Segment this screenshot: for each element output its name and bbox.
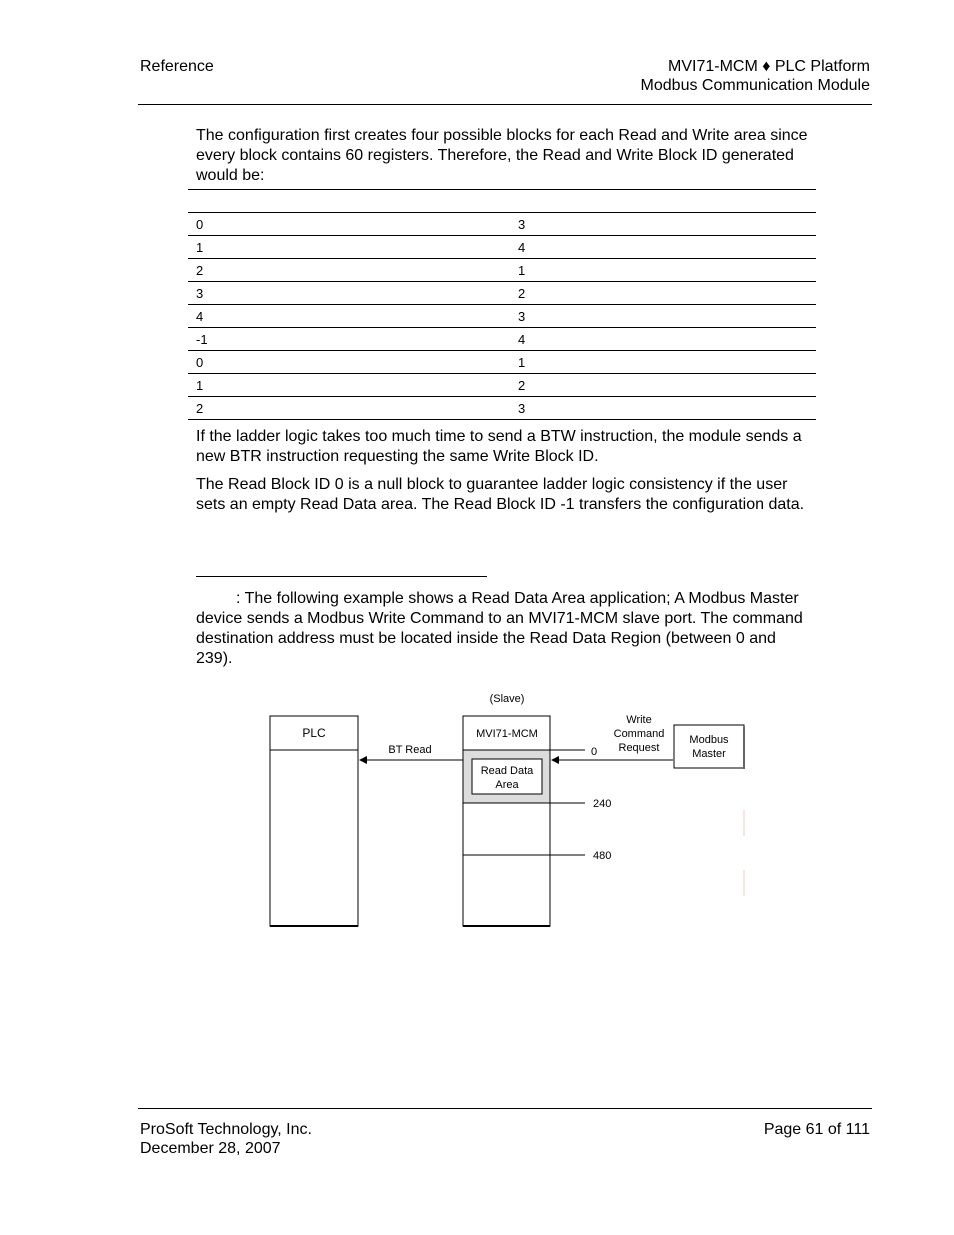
- table-row: [188, 282, 816, 305]
- modbus-master-label-2: Master: [692, 748, 726, 760]
- block-id-table: [188, 189, 816, 420]
- slave-label: (Slave): [489, 693, 525, 705]
- table-cell-read-block: 3: [188, 282, 510, 305]
- table-row: [188, 397, 816, 420]
- header-product-title: MVI71-MCM ♦ PLC Platform: [668, 58, 870, 75]
- btw-timing-paragraph: If the ladder logic takes too much time to send a BTW instruction, the module sends a new BTR instruction requesting the same Write Block ID.: [196, 428, 802, 465]
- table-row: [188, 328, 816, 351]
- table-cell-write-block: 4: [510, 236, 816, 259]
- footer-company: ProSoft Technology, Inc.: [140, 1121, 312, 1138]
- plc-label: PLC: [302, 726, 326, 740]
- table-row: [188, 351, 816, 374]
- modbus-master-label-1: Modbus: [689, 734, 729, 746]
- footer-date: December 28, 2007: [140, 1140, 281, 1157]
- address-label-0: 0: [591, 746, 598, 758]
- table-cell-read-block: 1: [188, 236, 510, 259]
- table-header-cell: [188, 190, 510, 213]
- table-cell-write-block: 2: [510, 282, 816, 305]
- module-label: MVI71-MCM: [476, 728, 538, 740]
- footer-page-number: Page 61 of 111: [763, 1121, 870, 1138]
- table-row: [188, 236, 816, 259]
- bt-read-label: BT Read: [388, 744, 432, 756]
- table-cell-write-block: 2: [510, 374, 816, 397]
- null-block-paragraph: The Read Block ID 0 is a null block to guarantee ladder logic consistency if the user sets an empty Read Data area. The Read Block ID -1 transfers the configuration data.: [196, 476, 805, 513]
- write-command-label-3: Request: [618, 742, 660, 754]
- table-cell-write-block: 3: [510, 213, 816, 236]
- table-cell-write-block: 4: [510, 328, 816, 351]
- table-cell-read-block: 2: [188, 397, 510, 420]
- table-row: [188, 213, 816, 236]
- table-cell-write-block: 3: [510, 305, 816, 328]
- intro-paragraph: The configuration first creates four possible blocks for each Read and Write area since every block contains 60 registers. Therefore, the Read and Write Block ID generated would be:: [196, 127, 808, 184]
- address-label-480: 480: [593, 850, 612, 862]
- plc-block: [270, 716, 358, 926]
- table-cell-read-block: 0: [188, 213, 510, 236]
- read-data-area-diagram: [260, 686, 750, 930]
- header-section-title: Reference: [140, 58, 214, 75]
- table-cell-read-block: 0: [188, 351, 510, 374]
- table-row: [188, 374, 816, 397]
- read-data-area-label-1: Read Data: [480, 765, 534, 777]
- read-data-area-label-2: Area: [495, 779, 519, 791]
- header-rule: [138, 104, 872, 105]
- write-command-label-2: Command: [613, 728, 665, 740]
- table-row: [188, 305, 816, 328]
- table-cell-read-block: 4: [188, 305, 510, 328]
- header-product-subtitle: Modbus Communication Module: [640, 77, 870, 94]
- address-label-240: 240: [593, 798, 612, 810]
- table-header-cell: [510, 190, 816, 213]
- table-cell-read-block: 2: [188, 259, 510, 282]
- footer-rule: [138, 1108, 872, 1109]
- example-separator: [196, 576, 487, 577]
- write-command-label-1: Write: [626, 714, 652, 726]
- table-row: [188, 259, 816, 282]
- table-header-row: [188, 190, 816, 213]
- modbus-master-block: [674, 725, 744, 769]
- table-cell-read-block: -1: [188, 328, 510, 351]
- table-cell-write-block: 1: [510, 351, 816, 374]
- module-block: [463, 716, 550, 926]
- table-cell-write-block: 3: [510, 397, 816, 420]
- table-cell-read-block: 1: [188, 374, 510, 397]
- table-cell-write-block: 1: [510, 259, 816, 282]
- example-paragraph: : The following example shows a Read Data Area application; A Modbus Master device sends a Modbus Write Command to an MVI71-MCM slave port. The command destination address must be located inside the Read Data Region (between 0 and 239).: [196, 590, 803, 667]
